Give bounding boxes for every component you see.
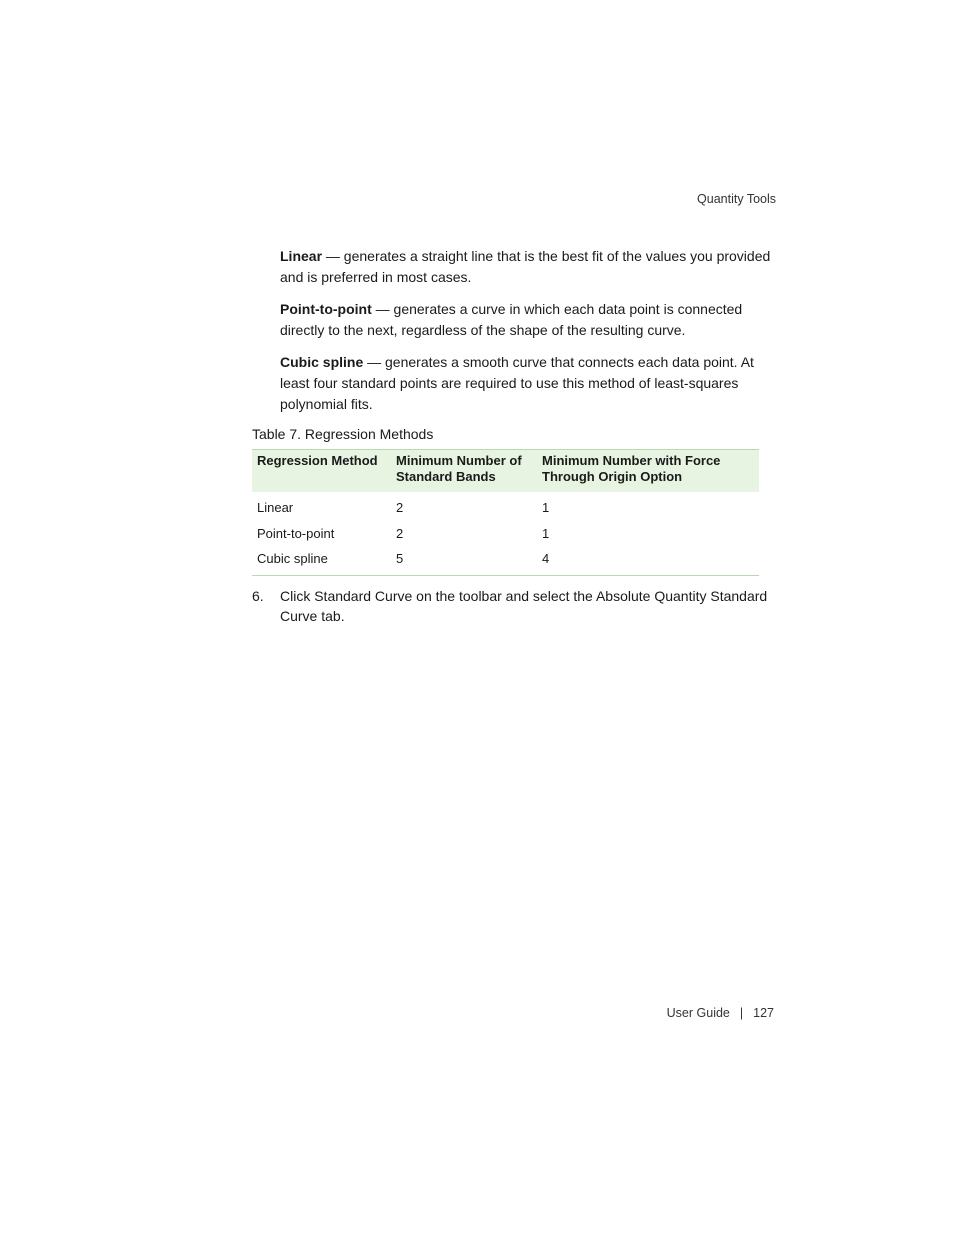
table-cell: 2 <box>396 500 404 516</box>
table-header-row <box>252 450 759 492</box>
step-number: 6. <box>252 588 264 604</box>
column-header-min-force-through-origin: Minimum Number with Force Through Origin Option <box>542 453 721 484</box>
table-cell: 4 <box>542 551 550 567</box>
table-row <box>252 521 759 547</box>
definition-cubic-spline <box>280 352 774 415</box>
definition-point-to-point <box>280 299 774 341</box>
running-header: Quantity Tools <box>697 192 776 206</box>
table-cell: 5 <box>396 551 404 567</box>
footer-label: User Guide <box>666 1006 730 1020</box>
step-text: Click Standard Curve on the toolbar and select the Absolute Quantity Standard Curve tab. <box>280 588 768 624</box>
table-row <box>252 492 759 521</box>
definition-term: Cubic spline <box>280 354 364 370</box>
table-caption: Table 7. Regression Methods <box>252 426 434 442</box>
definition-text: — generates a straight line that is the best fit of the values you provided and is preferred in most cases. <box>280 248 771 285</box>
table-cell: Cubic spline <box>257 551 328 567</box>
definition-term: Linear <box>280 248 323 264</box>
column-header-min-standard-bands: Minimum Number of Standard Bands <box>396 453 522 484</box>
regression-methods-table <box>252 449 759 576</box>
page-footer <box>667 1006 774 1020</box>
definition-term: Point-to-point <box>280 301 372 317</box>
table-cell: 1 <box>542 500 550 516</box>
table-cell: Linear <box>257 500 294 516</box>
footer-separator: | <box>739 1006 744 1020</box>
procedure-step <box>252 587 774 626</box>
definition-text: — generates a curve in which each data point is connected directly to the next, regardless of the shape of the resulting curve. <box>280 301 743 338</box>
definition-linear <box>280 246 774 288</box>
definition-text: — generates a smooth curve that connects each data point. At least four standard points are required to use this method of least-squares polynomial fits. <box>280 354 754 412</box>
column-header-regression-method: Regression Method <box>257 453 378 468</box>
page-number: 127 <box>753 1006 774 1020</box>
table-cell: 1 <box>542 525 550 541</box>
table-cell: Point-to-point <box>257 525 335 541</box>
table-row <box>252 546 759 575</box>
table-cell: 2 <box>396 525 404 541</box>
